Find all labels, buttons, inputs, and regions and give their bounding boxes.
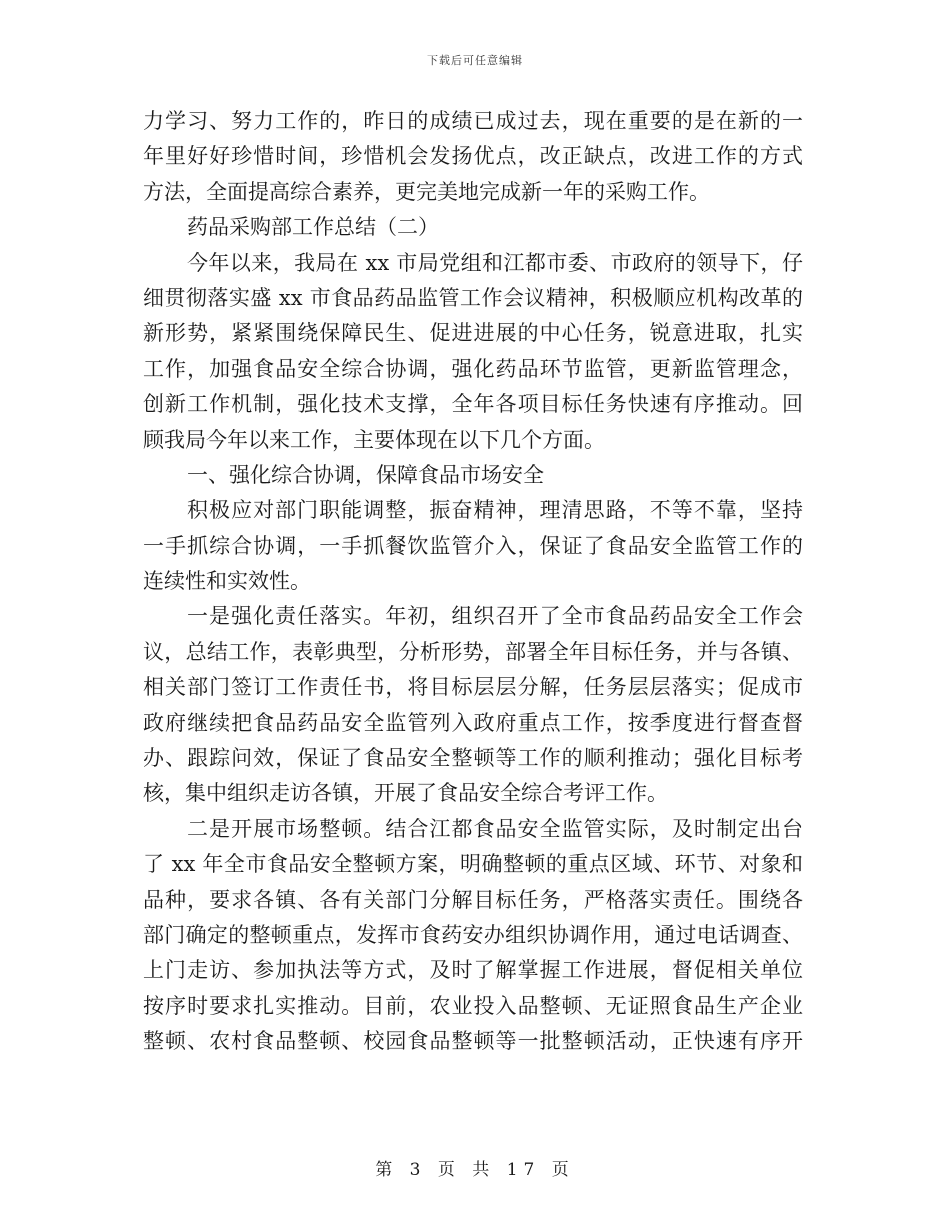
text-line: 一、强化综合协调，保障食品市场安全: [187, 462, 544, 487]
text-line: 连续性和实效性。: [143, 569, 311, 594]
text-line: 细贯彻落实盛 xx 市食品药品监管工作会议精神，积极顺应机构改革的: [143, 285, 803, 310]
text-line: 方法，全面提高综合素养，更完美地完成新一年的采购工作。: [143, 179, 710, 204]
text-line: 今年以来，我局在 xx 市局党组和江都市委、市政府的领导下，仔: [187, 250, 803, 275]
page-footer: 第 3 页 共 17 页: [375, 1160, 575, 1180]
text-line: 整顿、农村食品整顿、校园食品整顿等一批整顿活动，正快速有序开: [143, 1029, 803, 1054]
text-line: 工作，加强食品安全综合协调，强化药品环节监管，更新监管理念，: [143, 356, 803, 381]
text-line: 部门确定的整顿重点，发挥市食药安办组织协调作用，通过电话调查、: [143, 922, 803, 947]
document-body: [143, 104, 803, 1060]
text-line: 相关部门签订工作责任书，将目标层层分解，任务层层落实；促成市: [143, 675, 803, 700]
text-line: 力学习、努力工作的，昨日的成绩已成过去，现在重要的是在新的一: [143, 109, 803, 133]
text-line: 积极应对部门职能调整，振奋精神，理清思路，不等不靠，坚持: [187, 498, 803, 523]
text-line: 二是开展市场整顿。结合江都食品安全监管实际，及时制定出台: [187, 816, 803, 841]
text-line: 一是强化责任落实。年初，组织召开了全市食品药品安全工作会: [187, 604, 803, 629]
text-line: 议，总结工作，表彰典型，分析形势，部署全年目标任务，并与各镇、: [143, 639, 803, 664]
text-line: 品种，要求各镇、各有关部门分解目标任务，严格落实责任。围绕各: [143, 887, 803, 912]
text-line: 上门走访、参加执法等方式，及时了解掌握工作进展，督促相关单位: [143, 958, 803, 983]
text-line: 政府继续把食品药品安全监管列入政府重点工作，按季度进行督查督: [143, 710, 803, 735]
page-header: 下载后可任意编辑: [427, 54, 523, 67]
text-line: 药品采购部工作总结（二）: [187, 215, 439, 240]
text-line: 新形势，紧紧围绕保障民生、促进进展的中心任务，锐意进取，扎实: [143, 321, 803, 346]
text-line: 创新工作机制，强化技术支撑，全年各项目标任务快速有序推动。回: [143, 392, 803, 417]
text-line: 办、跟踪问效，保证了食品安全整顿等工作的顺利推动；强化目标考: [143, 746, 803, 771]
text-line: 年里好好珍惜时间，珍惜机会发扬优点，改正缺点，改进工作的方式: [143, 144, 803, 169]
text-line: 一手抓综合协调，一手抓餐饮监管介入，保证了食品安全监管工作的: [143, 533, 803, 558]
text-line: 核，集中组织走访各镇，开展了食品安全综合考评工作。: [143, 781, 668, 806]
text-line: 按序时要求扎实推动。目前，农业投入品整顿、无证照食品生产企业: [143, 993, 803, 1018]
text-line: 顾我局今年以来工作，主要体现在以下几个方面。: [143, 427, 605, 452]
text-line: 了 xx 年全市食品安全整顿方案，明确整顿的重点区域、环节、对象和: [143, 852, 803, 877]
